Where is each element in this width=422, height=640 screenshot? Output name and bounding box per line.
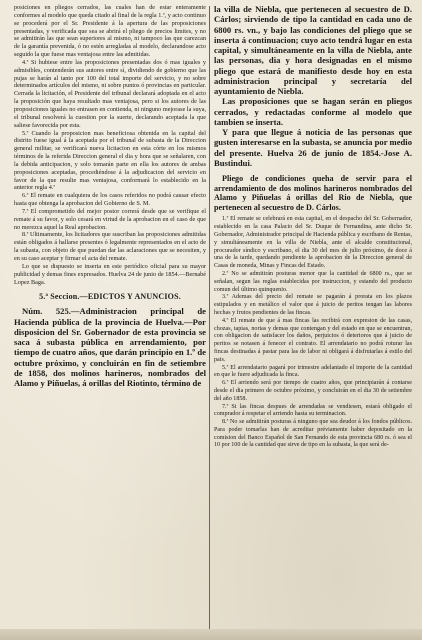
section-heading: 5.ª Seccion.—EDICTOS Y ANUNCIOS. — [39, 292, 181, 302]
column-divider — [209, 6, 210, 632]
paragraph-with-signature: Lo que se dispuesto se inserta en este periódico oficial para su mayor publicidad y demas fines expresados. Huelva 24 de junio de 1854.—Bernabé Lopez Baga. — [14, 262, 206, 286]
announcement-text — [14, 306, 206, 388]
paragraph: 4.ª Si hubiese entre las proposiciones presentadas dos ó mas iguales y admisibles, contenderán sus autores entre sí, dividiendo de gobierno que las pujas se harán al tanto por 100 del total importe del servicio, y no sobre determinados artículos del mismo, ni sobre puntos ó provincias en particular. Cerrada la licitación, el Presidente del tribunal declarará adoptada en el acto la proposición que haya resultado mas ventajosa, pero si los autores de las proposiciones iguales no entrasen en contienda, ni ninguno mejorase la suya, el tribunal resolverá la cuestion por la suerte, declarando aceptada la que saliese favorecida por esta. — [14, 58, 206, 129]
paragraph: 5.ª Cuando la proposicion mas beneficiosa obtenida en la capital del distrito fuese igual á la aceptada por el tribunal de subasta de la Direccion general militar, se verificará nueva licitacion en esta córte en los mismos términos de la referida Direccion general el dia y hora que se señalaren, con la debida anticipacion, y solo tomarán parte en ella los autores de ambas proposiciones aceptadas, procediéndose á la adjudicacion del servicio en favor de la que resulte mas ventajosa, conformará lo establecido en la anterior regla 4.ª — [14, 129, 206, 192]
pliego-title — [214, 174, 412, 212]
paragraph: la villa de Niebla, que pertenecen al secuestro de D. Cárlos; sirviendo de tipo la cantidad en cada uno de 6800 rs. vn., y bajo las condiciones del pliego que se inserta á continuacion; cuyo acto tendrá lugar en esta capital, y simultáneamente en la villa de Niebla, ante las personas, dia y hora designadas en el mismo pliego que estará de manifiesto desde hoy en esta administracion principal y secretaría del ayuntamiento de Niebla. — [214, 4, 412, 96]
paragraph: Las proposiciones que se hagan serán en pliegos cerrados, y redactadas conforme al modelo que tambien se inserta. — [214, 96, 412, 127]
condition-item: 4.ª El remate de que á mas fincas las recibirá con expresion de las casas, chozas, tapias, norias y demas que contengan y del estado en que se encuentran, con obligacion de satisfacer los daños, perjuicios ó deterioros que á juicio de peritos se notasen á fenecer el contrato. El arrendatario no podrá roturar las fincas destinadas á pastar para las de labor ni obligará á disfrutarlas á estilo del pais. — [214, 317, 412, 363]
condition-item: 1.ª El remate se celebrará en esta capital, en el despacho del Sr. Gobernador, establecido en la casa Palacio del Sr. Duque de Fernandina, ante dicho Sr. Gobernador, Administrador principal de Hacienda pública y escribano de Rentas, y simultáneamente en la villa de Niebla, ante el alcalde constitucional, procurador síndico y escribano, el dia 30 del mes de julio próximo, de doce á una de la tarde, quedando pendiente la aprobacion de la Direccion general de Casas de moneda, Minas y Fincas del Estado. — [214, 216, 412, 270]
announcement-paragraph: Núm. 525.—Administracion principal de Hacienda pública de la provincia de Huelva.—Por disposicion del Sr. Gobernador de esta provincia se saca á subasta pública en arrendamiento, por tiempo de cuatro años, que darán principio en 1.º de octubre próximo, y concluirán en fin de setiembre de 1858, dos molinos harineros, nombrados del Alamo y Piñuelas, á orillas del Riotinto, término de — [14, 306, 206, 389]
pliego-title-text: Pliego de condiciones queha de servir para el arrendamiento de dos molinos harineros nombrados del Alamo y Piñuelas á orillas del Rio de Niebla, que pertenecen al secuestro de D. Cárlos. — [214, 174, 412, 212]
condition-item: 3.ª Ademas del precio del remate se pagarán á prorata en los plazos estipulados y en metálico el valor que á juicio de peritos tengan las labores hechas y frutos pendientes de las fincas. — [214, 294, 412, 316]
condition-item: 5.ª El arrendatario pagará por trimestre adelantado el importe de la cantidad en que le fuere adjudicada la finca. — [214, 364, 412, 379]
auction-rules-text — [14, 4, 206, 286]
announcement-continuation — [214, 4, 412, 168]
paragraph: 6.ª El remate en cualquiera de los casos referidos no podrá causar efecto hasta que obtenga la aprobacion del Gobierno de S. M. — [14, 192, 206, 208]
page-bottom-edge — [0, 629, 422, 640]
paragraph-with-signature: Y para que llegue á noticia de las personas que gusten interesarse en la subasta, se anuncia por medio del presente. Huelva 26 de junio de 1854.-Jose A. Bustindui. — [214, 127, 412, 168]
paragraph: 8.ª Ultimamente, los licitadores que suscriban las proposiciones admitidas están obligados á hallarse presentes ó legalmente representados en el acto de la subasta, con objeto de que puedan dar las aclaraciones que se necesiten, y en su caso aceptar y firmar el acta del remate. — [14, 231, 206, 262]
condition-item: 7.ª Si las fincas despues de arrendadas se vendiesen, estará obligado el comprador á respetar el arriendo hasta su terminacion. — [214, 403, 412, 418]
paragraph: posiciones en pliegos cerrados, las cuales han de estar enteramente conformes al modelo que queda citado al final de la regla 1.ª, y acto continuo se procederá por el Sr. Presidente á la apertura de las proposiciones presentadas, y verificada que sea se abrirá el pliego de precios limites, y no se admitirán las que sean superiores al mismo, ni tampoco las que carezcan de la garantía prevenida, ó no estén arregladas al modelo, declarandose acto seguido la que fuese mas ventajosa entre las admitidas. — [14, 4, 206, 59]
left-column — [14, 4, 206, 636]
condition-item: 8.ª No se admitirán posturas á ninguno que sea deudor á los fondos públicos. Para poder tomarlas han de acreditar préviamente haber depositado en la comision del Banco Español de San Fernando de esta provincia 680 rs. ó sea el 10 por 100 de la cantidad que sirve de tipo en la subasta, la que será de- — [214, 419, 412, 449]
condition-item: 6.ª El arriendo será por tiempo de cuatro años, que principiarán á contarse desde el dia primero de octubre próximo, y concluirán en el dia 30 de setiembre del año 1858. — [214, 380, 412, 402]
right-column — [214, 4, 412, 636]
condition-item: 2.ª No se admitirán posturas menor que la cantidad de 6800 rs., que se señalan, segun las reglas establecidas por instruccion, y estando del producto comun del último quinquenio. — [214, 270, 412, 293]
paragraph: 7.ª El comprometido del mejor postor correrá desde que se verifique el remate á su favor, y solo cesará en virtud de la aprobacion en el caso de que no merezca aquel la Real aprobacion. — [14, 207, 206, 231]
conditions-list — [214, 216, 412, 450]
